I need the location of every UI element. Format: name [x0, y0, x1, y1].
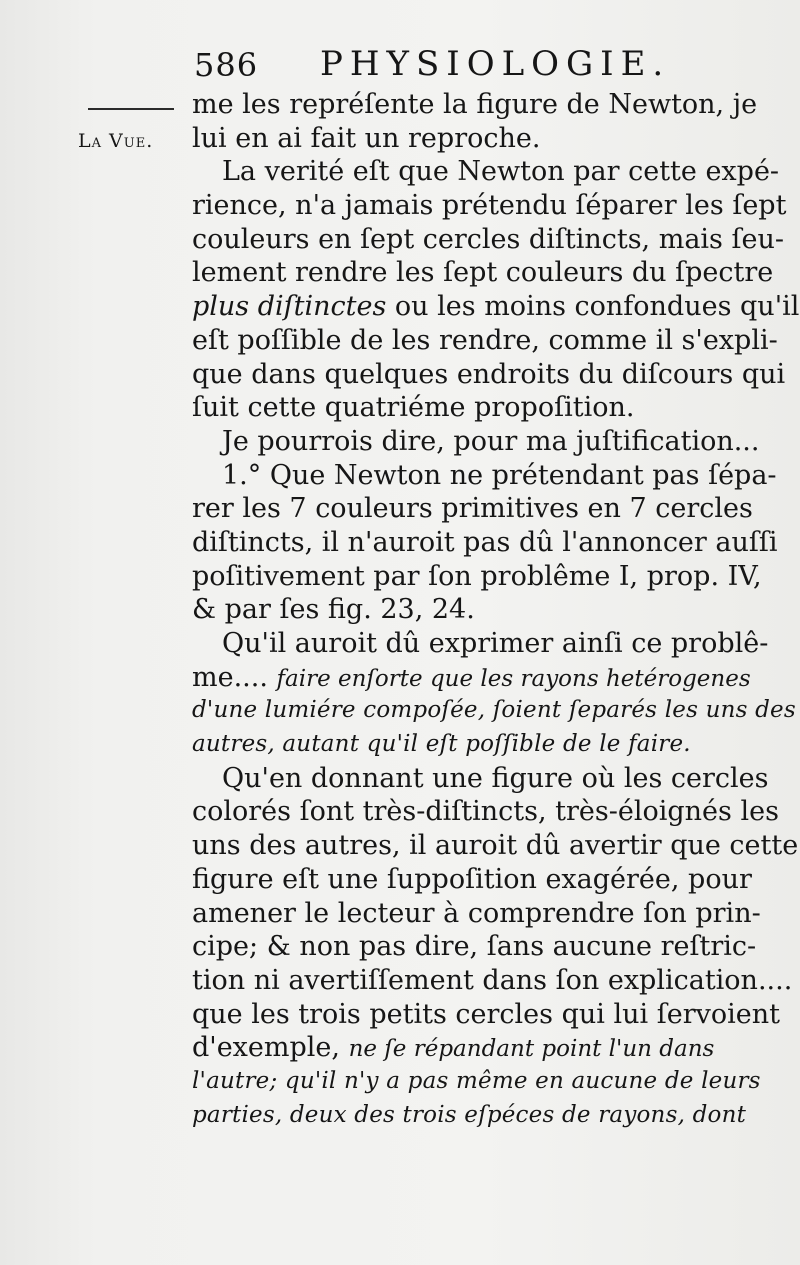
text-line: rer les 7 couleurs primitives en 7 cercles [192, 493, 753, 525]
body-text [192, 88, 800, 1132]
text-line: rience, n'a jamais prétendu ſéparer les ſept [192, 190, 787, 222]
text-line: ſuit cette quatriéme propoſition. [192, 392, 635, 424]
margin-rule [88, 108, 174, 110]
text-line: colorés ſont très-diſtincts, très-éloignés les [192, 796, 779, 828]
page-header [190, 40, 750, 90]
text-line: couleurs en ſept cercles diſtincts, mais ſeu- [192, 223, 784, 255]
text-line: figure eſt une ſuppoſition exagérée, pour [192, 863, 752, 895]
text-span: ou les moins confondues qu'il [386, 291, 800, 323]
text-line [192, 290, 800, 324]
text-line: Qu'en donnant une figure où les cercles [222, 762, 769, 794]
text-line: poſitivement par ſon problême I, prop. IV, [192, 560, 762, 592]
text-line: Je pourrois dire, pour ma juſtification... [222, 425, 760, 457]
text-line: lui en ai fait un reproche. [192, 122, 541, 154]
text-line: tion ni avertiſſement dans ſon explication.... [192, 964, 793, 996]
text-line: autres, autant qu'il eſt poſſible de le faire. [192, 731, 691, 758]
text-line: eſt poſſible de les rendre, comme il s'expli- [192, 324, 778, 356]
text-line: diſtincts, il n'auroit pas dû l'annoncer auſſi [192, 526, 778, 558]
text-line [192, 661, 758, 695]
text-line: d'une lumiére compoſée, ſoient ſeparés les uns des [192, 697, 796, 724]
text-line: 1.° Que Newton ne prétendant pas ſépa- [222, 459, 777, 491]
text-span: me.... [192, 661, 277, 693]
text-line: que dans quelques endroits du diſcours qui [192, 358, 786, 390]
text-line: Qu'il auroit dû exprimer ainſi ce problê- [222, 628, 769, 659]
running-title: PHYSIOLOGIE. [320, 44, 671, 84]
text-line: que les trois petits cercles qui lui ſervoient [192, 998, 780, 1030]
text-line: me les repréſente la figure de Newton, je [192, 89, 758, 120]
text-line: amener le lecteur à comprendre ſon prin- [192, 897, 761, 929]
margin-note: La Vue. [78, 130, 154, 152]
italic-phrase: ne ſe répandant point l'un dans [348, 1036, 715, 1063]
text-line: l'autre; qu'il n'y a pas même en aucune de leurs [192, 1067, 761, 1094]
italic-phrase: plus diſtinctes [192, 291, 387, 323]
italic-phrase: faire enſorte que les rayons hetérogenes [276, 665, 751, 692]
text-line [192, 1031, 758, 1065]
page-number: 586 [194, 46, 259, 84]
text-span: d'exemple, [192, 1032, 349, 1064]
text-line: lement rendre les ſept couleurs du ſpectre [192, 257, 774, 289]
text-line: uns des autres, il auroit dû avertir que cette [192, 830, 799, 862]
text-line: La verité eſt que Newton par cette expé- [222, 156, 780, 188]
text-line: & par ſes fig. 23, 24. [192, 594, 475, 626]
text-line: cipe; & non pas dire, ſans aucune reſtric- [192, 931, 757, 963]
text-line: parties, deux des trois eſpéces de rayons, dont [192, 1101, 747, 1128]
